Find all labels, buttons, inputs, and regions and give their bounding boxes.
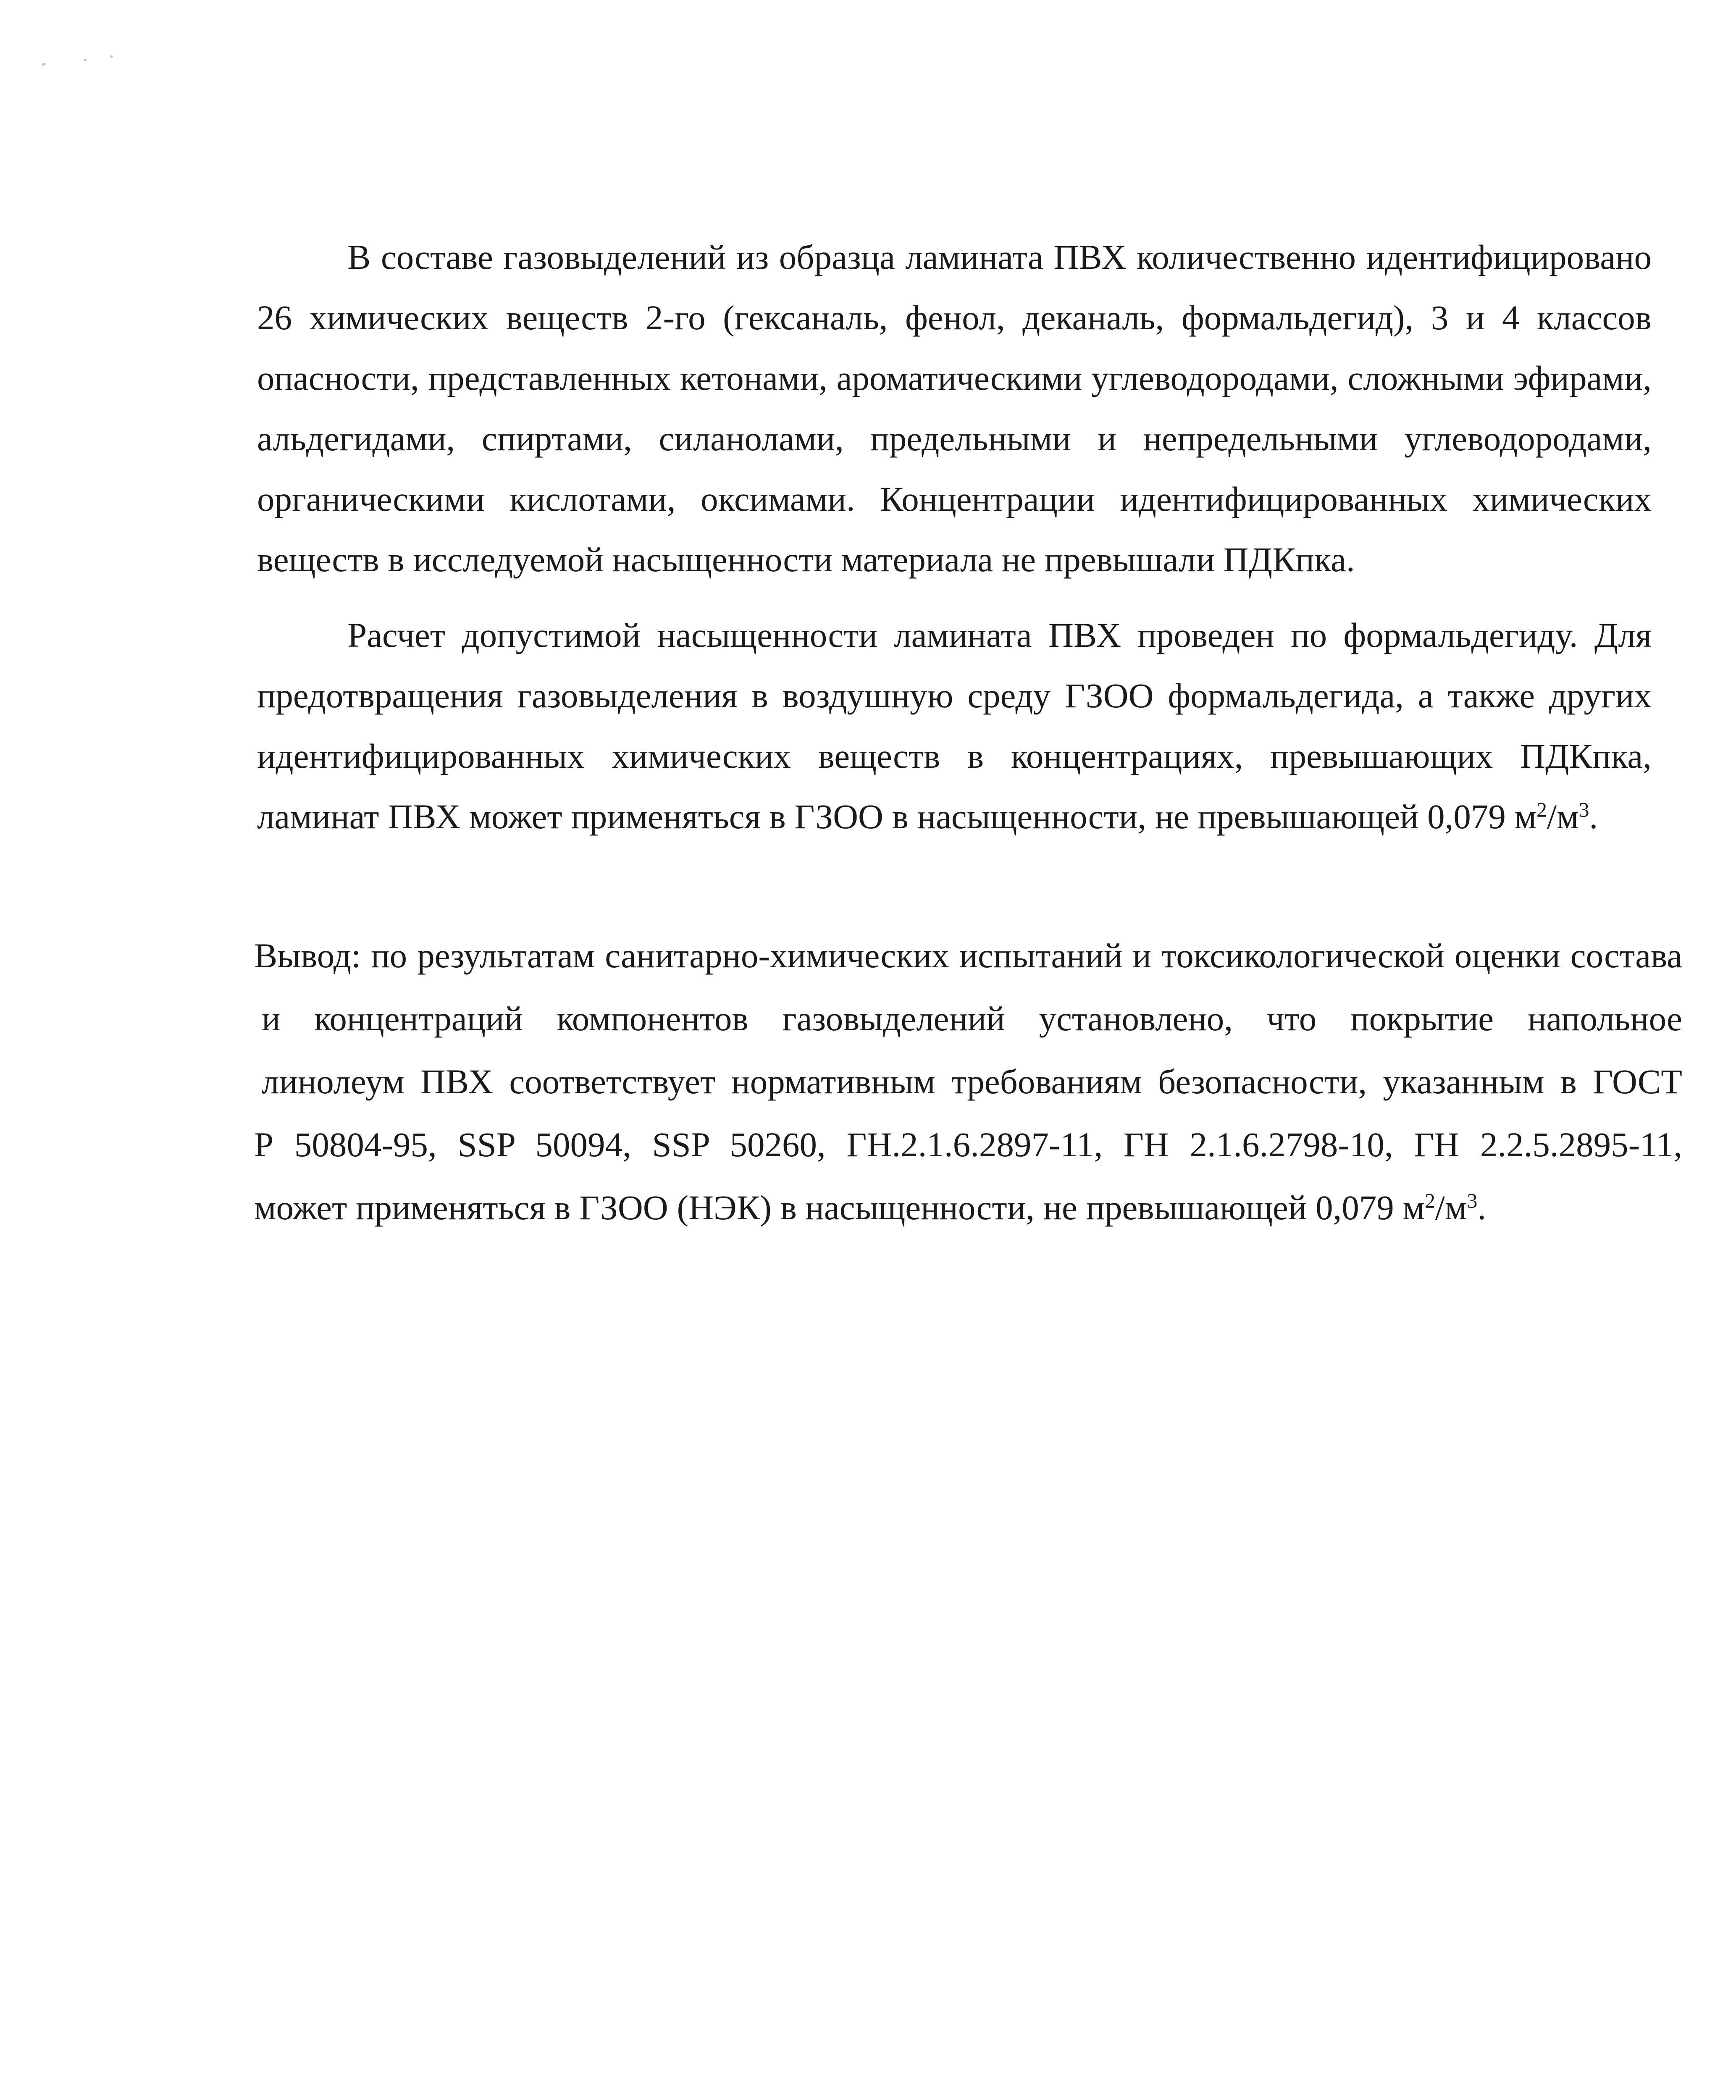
conclusion-line-5-text: может применяться в ГЗОО (НЭК) в насыщенности, не превышающей 0,079 м (254, 1188, 1425, 1227)
conclusion-line: и концентраций компонентов газовыделений установлено, что покрытие напольное (262, 999, 1682, 1038)
conclusion-block (254, 924, 1682, 1239)
paragraph-2-end: . (1589, 797, 1598, 836)
scan-speck (110, 55, 113, 58)
conclusion-line-5-end: . (1477, 1188, 1486, 1227)
conclusion-sup-2: 3 (1467, 1189, 1478, 1213)
paragraph-2-sup-1: 2 (1536, 798, 1547, 822)
conclusion-line: Вывод: по результатам санитарно-химических испытаний и токсикологической оценки состава (254, 936, 1682, 975)
conclusion-line-5-middle: /м (1435, 1188, 1467, 1227)
scan-speck (84, 59, 87, 61)
conclusion-line: линолеум ПВХ соответствует нормативным требованиям безопасности, указанным в ГОСТ (262, 1062, 1682, 1101)
scan-speck (42, 63, 45, 66)
paragraph-2-text: Расчет допустимой насыщенности ламината ПВХ проведен по формальдегиду. Для предотвращения газовыделения в воздушную среду ГЗОО формальдегида, а также других идентифицированных химических веществ в концентрациях, превышающих ПДКпка, ламинат ПВХ может применяться в ГЗОО в насыщенности, не превышающей 0,079 м (257, 616, 1652, 836)
paragraph-2-middle: /м (1547, 797, 1579, 836)
conclusion-line: Р 50804-95, SSP 50094, SSP 50260, ГН.2.1.6.2897-11, ГН 2.1.6.2798-10, ГН 2.2.5.2895-11, (254, 1125, 1682, 1164)
conclusion-line-last (254, 1176, 1682, 1239)
paragraph-gas-emission-composition: В составе газовыделений из образца ламината ПВХ количественно идентифицировано 26 химических веществ 2-го (гексаналь, фенол, деканаль, формальдегид), 3 и 4 классов опасности, представленных кетонами, ароматическими углеводородами, сложными эфирами, альдегидами, спиртами, силанолами, предельными и непредельными углеводородами, органическими кислотами, оксимами. Концентрации идентифицированных химических веществ в исследуемой насыщенности материала не превышали ПДКпка. (257, 238, 1652, 579)
paragraph-2-sup-2: 3 (1578, 798, 1589, 822)
paragraph-permissible-saturation (257, 605, 1652, 847)
conclusion-sup-1: 2 (1424, 1189, 1435, 1213)
